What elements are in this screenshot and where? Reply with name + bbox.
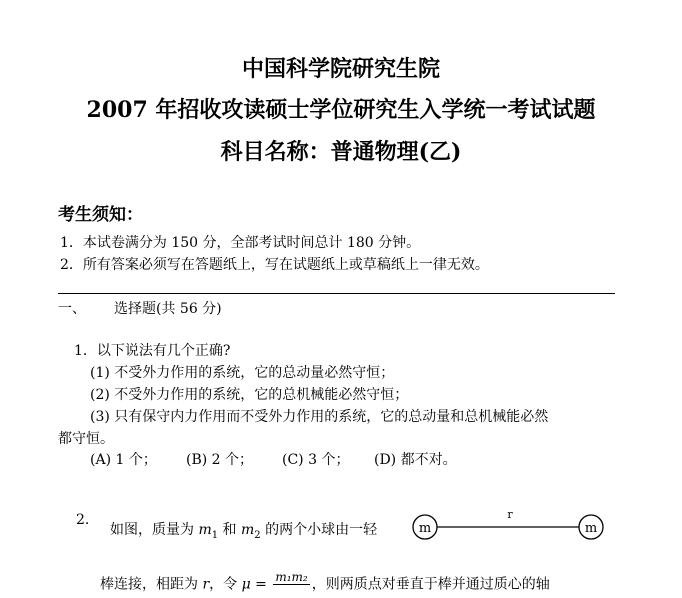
option-b: (B) 2 个； xyxy=(186,452,254,468)
q2-sub1: 1 xyxy=(211,529,219,541)
notice-item-2: 2．所有答案必须写在答题纸上，写在试题纸上或草稿纸上一律无效。 xyxy=(60,257,489,273)
option-c: (C) 3 个； xyxy=(282,452,350,468)
option-d: (D) 都不对。 xyxy=(374,452,457,468)
q2-m1: m xyxy=(198,522,212,538)
two-mass-rod-diagram xyxy=(400,500,610,550)
q2-mu: μ xyxy=(241,576,251,593)
option-a: (A) 1 个； xyxy=(90,452,157,468)
question-1-options xyxy=(90,449,457,471)
right-ball-label: m xyxy=(584,521,598,536)
question-1-statement-3-continued: 都守恒。 xyxy=(58,431,114,447)
left-ball-label: m xyxy=(418,521,432,536)
reduced-mass-fraction xyxy=(273,571,309,598)
q2-line2-b: ，令 xyxy=(209,576,242,593)
section-heading xyxy=(58,298,222,320)
section-title: 选择题(共 56 分) xyxy=(114,301,222,317)
notice-heading: 考生须知： xyxy=(58,205,143,225)
q2-line2-a: 棒连接，相距为 xyxy=(100,576,203,593)
question-1-statement-3: (3) 只有保守内力作用而不受外力作用的系统，它的总动量和总机械能必然 xyxy=(90,409,549,425)
question-2-text-line-2 xyxy=(100,571,550,598)
q2-eq: = xyxy=(250,576,272,593)
section-number: 一、 xyxy=(58,301,86,317)
question-1-statement-2: (2) 不受外力作用的系统，它的总机械能必然守恒； xyxy=(90,387,409,403)
question-1-statement-1: (1) 不受外力作用的系统，它的总动量必然守恒； xyxy=(90,365,395,381)
question-2-number: 2. xyxy=(76,512,90,528)
distance-label: r xyxy=(507,508,513,521)
q2-text-c: 的两个小球由一轻 xyxy=(260,522,378,538)
q2-r: r xyxy=(202,576,210,593)
q2-m2: m xyxy=(241,522,255,538)
q2-text-a: 如图，质量为 xyxy=(110,522,199,538)
q2-sub2: 2 xyxy=(254,529,261,541)
fraction-numerator: m₁m₂ xyxy=(275,570,308,584)
subject-title: 科目名称：普通物理(乙) xyxy=(220,139,462,165)
question-1-stem: 1．以下说法有几个正确? xyxy=(74,343,231,359)
notice-item-1: 1．本试卷满分为 150 分，全部考试时间总计 180 分钟。 xyxy=(60,235,421,251)
q2-text-b: 和 xyxy=(218,522,242,538)
question-2-text xyxy=(110,519,377,547)
divider-line xyxy=(58,293,615,294)
exam-title: 2007 年招收攻读硕士学位研究生入学统一考试试题 xyxy=(86,97,596,123)
q2-line2-c: ，则两质点对垂直于棒并通过质心的轴 xyxy=(311,576,550,593)
institution-title: 中国科学院研究生院 xyxy=(241,56,440,82)
